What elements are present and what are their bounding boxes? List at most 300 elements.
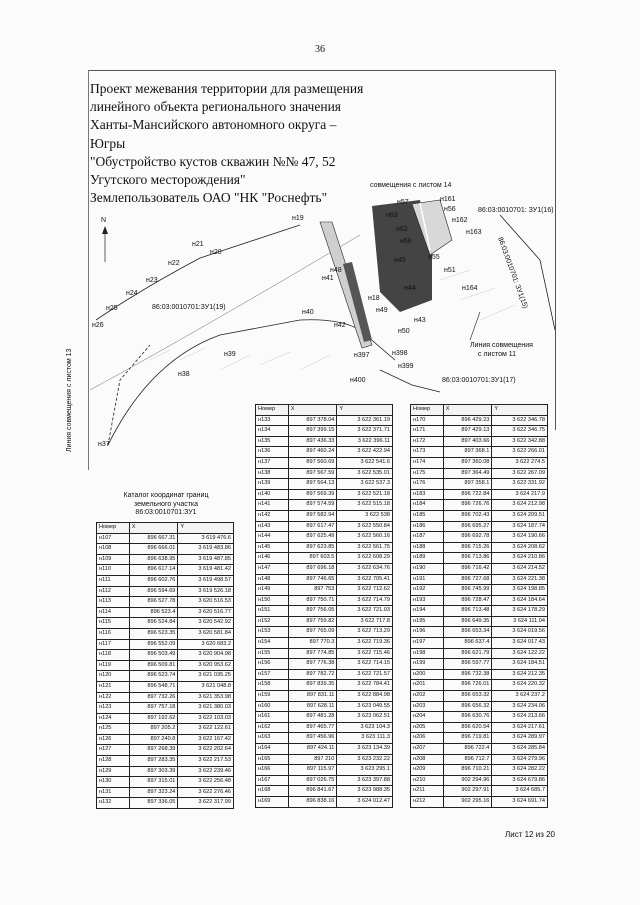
right-line-label: Линия совмещения bbox=[470, 342, 533, 349]
point-number-cell: н160 bbox=[256, 701, 289, 712]
table-row bbox=[411, 701, 548, 712]
table-row bbox=[411, 606, 548, 617]
table-row bbox=[411, 616, 548, 627]
table-row bbox=[256, 563, 393, 574]
point-number-cell: н148 bbox=[256, 574, 289, 585]
table-row bbox=[97, 618, 234, 629]
table-row bbox=[411, 786, 548, 797]
y-coordinate-cell: 3 622 331.92 bbox=[492, 479, 548, 490]
table-row bbox=[256, 754, 393, 765]
y-coordinate-cell: 3 622 719.36 bbox=[337, 638, 393, 649]
y-coordinate-cell: 3 622 274.5 bbox=[492, 457, 548, 468]
table-row bbox=[256, 426, 393, 437]
x-coordinate-cell: 896 653.34 bbox=[443, 627, 492, 638]
table-row bbox=[256, 606, 393, 617]
point-number-cell: н121 bbox=[97, 681, 130, 692]
point-number-cell: н140 bbox=[256, 489, 289, 500]
point-number-cell: н135 bbox=[256, 436, 289, 447]
table-row bbox=[97, 586, 234, 597]
table-row bbox=[97, 703, 234, 714]
y-coordinate-cell: 3 622 537.3 bbox=[337, 479, 393, 490]
top-line-label: совмещения с листом 14 bbox=[370, 182, 452, 189]
table-row bbox=[411, 722, 548, 733]
point-number-cell: н110 bbox=[97, 565, 130, 576]
point-n38: н38 bbox=[178, 371, 190, 378]
point-n48: н48 bbox=[330, 267, 342, 274]
point-number-cell: н154 bbox=[256, 638, 289, 649]
y-coordinate-cell: 3 624 217.9 bbox=[492, 489, 548, 500]
y-coordinate-cell: 3 619 476.6 bbox=[178, 533, 234, 544]
y-coordinate-cell: 3 622 714.79 bbox=[337, 595, 393, 606]
table-row bbox=[256, 680, 393, 691]
point-number-cell: н143 bbox=[256, 521, 289, 532]
x-coordinate-cell: 896 710.21 bbox=[443, 765, 492, 776]
y-coordinate-cell: 3 624 214.52 bbox=[492, 563, 548, 574]
x-coordinate-cell: 896 715.26 bbox=[443, 542, 492, 553]
point-number-cell: н196 bbox=[411, 627, 444, 638]
table-row bbox=[411, 585, 548, 596]
y-coordinate-cell: 3 619 481.42 bbox=[178, 565, 234, 576]
y-coordinate-cell: 3 624 012.47 bbox=[337, 796, 393, 807]
x-coordinate-cell: 897 436.33 bbox=[288, 436, 337, 447]
point-number-cell: н207 bbox=[411, 744, 444, 755]
point-number-cell: н189 bbox=[411, 553, 444, 564]
title-line: Проект межевания территории для размещения bbox=[90, 81, 364, 96]
point-n26: н26 bbox=[92, 322, 104, 329]
y-coordinate-cell: 3 622 361.19 bbox=[337, 415, 393, 426]
y-coordinate-cell: 3 624 237.2 bbox=[492, 691, 548, 702]
column-header: Y bbox=[337, 405, 393, 416]
point-number-cell: н199 bbox=[411, 659, 444, 670]
y-coordinate-cell: 3 621 035.25 bbox=[178, 671, 234, 682]
table-row bbox=[256, 691, 393, 702]
x-coordinate-cell: 897 323.24 bbox=[129, 787, 178, 798]
x-coordinate-cell: 896 637.4 bbox=[443, 638, 492, 649]
table-row bbox=[256, 447, 393, 458]
point-n51: н51 bbox=[444, 267, 456, 274]
x-coordinate-cell: 896 719.81 bbox=[443, 733, 492, 744]
x-coordinate-cell: 897 831.11 bbox=[288, 691, 337, 702]
x-coordinate-cell: 897 205.2 bbox=[129, 724, 178, 735]
point-number-cell: н170 bbox=[411, 415, 444, 426]
table-row bbox=[411, 500, 548, 511]
point-number-cell: н193 bbox=[411, 595, 444, 606]
y-coordinate-cell: 3 620 904.98 bbox=[178, 650, 234, 661]
terrain-hatching bbox=[150, 270, 515, 370]
x-coordinate-cell: 896 548.71 bbox=[129, 681, 178, 692]
x-coordinate-cell: 897 403.66 bbox=[443, 436, 492, 447]
y-coordinate-cell: 3 623 232.22 bbox=[337, 754, 393, 765]
table-row bbox=[411, 468, 548, 479]
x-coordinate-cell: 896 726.01 bbox=[443, 680, 492, 691]
y-coordinate-cell: 3 621 353.98 bbox=[178, 692, 234, 703]
x-coordinate-cell: 896 523.74 bbox=[129, 671, 178, 682]
y-coordinate-cell: 3 623 062.51 bbox=[337, 712, 393, 723]
point-n58: н58 bbox=[400, 238, 412, 245]
x-coordinate-cell: 897 240.8 bbox=[129, 734, 178, 745]
table-row bbox=[97, 544, 234, 555]
point-n39: н39 bbox=[224, 351, 236, 358]
point-number-cell: н122 bbox=[97, 692, 130, 703]
table-row bbox=[256, 532, 393, 543]
point-number-cell: н166 bbox=[256, 765, 289, 776]
point-number-cell: н161 bbox=[256, 712, 289, 723]
x-coordinate-cell: 896 630.76 bbox=[443, 712, 492, 723]
point-n40: н40 bbox=[302, 309, 314, 316]
x-coordinate-cell: 896 732.38 bbox=[443, 669, 492, 680]
x-coordinate-cell: 896 503.49 bbox=[129, 650, 178, 661]
y-coordinate-cell: 3 624 221.38 bbox=[492, 574, 548, 585]
point-number-cell: н117 bbox=[97, 639, 130, 650]
y-coordinate-cell: 3 621 048.8 bbox=[178, 681, 234, 692]
y-coordinate-cell: 3 622 422.94 bbox=[337, 447, 393, 458]
x-coordinate-cell: 896 716.42 bbox=[443, 563, 492, 574]
y-coordinate-cell: 3 622 103.03 bbox=[178, 713, 234, 724]
y-coordinate-cell: 3 624 198.85 bbox=[492, 585, 548, 596]
point-n23: н23 bbox=[146, 277, 158, 284]
y-coordinate-cell: 3 623 988.35 bbox=[337, 786, 393, 797]
point-number-cell: н136 bbox=[256, 447, 289, 458]
x-coordinate-cell: 897 192.62 bbox=[129, 713, 178, 724]
point-number-cell: н168 bbox=[256, 786, 289, 797]
table-row bbox=[97, 777, 234, 788]
y-coordinate-cell: 3 624 217.61 bbox=[492, 722, 548, 733]
point-number-cell: н128 bbox=[97, 756, 130, 767]
y-coordinate-cell: 3 623 397.88 bbox=[337, 775, 393, 786]
point-number-cell: н134 bbox=[256, 426, 289, 437]
x-coordinate-cell: 897 567.59 bbox=[288, 468, 337, 479]
y-coordinate-cell: 3 622 267.09 bbox=[492, 468, 548, 479]
x-coordinate-cell: 897 770.3 bbox=[288, 638, 337, 649]
table-row bbox=[256, 712, 393, 723]
x-coordinate-cell: 896 620.54 bbox=[443, 722, 492, 733]
table-row bbox=[411, 659, 548, 670]
y-coordinate-cell: 3 622 256.48 bbox=[178, 777, 234, 788]
x-coordinate-cell: 897 481.28 bbox=[288, 712, 337, 723]
table-row bbox=[256, 648, 393, 659]
table-row bbox=[97, 692, 234, 703]
table-row bbox=[256, 638, 393, 649]
point-number-cell: н171 bbox=[411, 426, 444, 437]
table-row bbox=[97, 798, 234, 809]
table-row bbox=[256, 659, 393, 670]
table-row bbox=[411, 796, 548, 807]
table-row bbox=[411, 447, 548, 458]
x-coordinate-cell: 897 358.1 bbox=[443, 479, 492, 490]
table-row bbox=[256, 574, 393, 585]
point-number-cell: н190 bbox=[411, 563, 444, 574]
y-coordinate-cell: 3 622 217.53 bbox=[178, 756, 234, 767]
point-number-cell: н107 bbox=[97, 533, 130, 544]
x-coordinate-cell: 896 726.76 bbox=[443, 500, 492, 511]
table-row bbox=[411, 457, 548, 468]
point-number-cell: н115 bbox=[97, 618, 130, 629]
x-coordinate-cell: 896 841.67 bbox=[288, 786, 337, 797]
x-coordinate-cell: 897 759.82 bbox=[288, 616, 337, 627]
point-number-cell: н167 bbox=[256, 775, 289, 786]
table-row bbox=[256, 775, 393, 786]
table-row bbox=[411, 744, 548, 755]
table-row bbox=[411, 436, 548, 447]
x-coordinate-cell: 896 667.31 bbox=[129, 533, 178, 544]
point-number-cell: н124 bbox=[97, 713, 130, 724]
point-n49: н49 bbox=[376, 307, 388, 314]
title-line: Ханты-Мансийского автономного округа – bbox=[90, 117, 337, 133]
point-number-cell: н174 bbox=[411, 457, 444, 468]
point-number-cell: н151 bbox=[256, 606, 289, 617]
x-coordinate-cell: 897 368.1 bbox=[443, 447, 492, 458]
parcel-label-right: 86:03:0010701: ЗУ1(15) bbox=[496, 236, 529, 310]
y-coordinate-cell: 3 624 679.86 bbox=[492, 775, 548, 786]
x-coordinate-cell: 897 424.11 bbox=[288, 744, 337, 755]
title-line: Землепользователь ОАО "НК "Роснефть" bbox=[90, 190, 328, 206]
title-line: Югры bbox=[90, 135, 126, 151]
north-arrow-icon bbox=[101, 217, 108, 262]
point-number-cell: н186 bbox=[411, 521, 444, 532]
x-coordinate-cell: 896 695.27 bbox=[443, 521, 492, 532]
point-n62: н62 bbox=[396, 226, 408, 233]
table-row bbox=[97, 565, 234, 576]
column-header: Номер bbox=[97, 523, 130, 534]
table-row bbox=[256, 436, 393, 447]
column-header: Y bbox=[492, 405, 548, 416]
point-number-cell: н113 bbox=[97, 597, 130, 608]
table-row bbox=[256, 786, 393, 797]
column-header: X bbox=[443, 405, 492, 416]
y-coordinate-cell: 3 622 122.61 bbox=[178, 724, 234, 735]
point-number-cell: н205 bbox=[411, 722, 444, 733]
x-coordinate-cell: 902 295.16 bbox=[443, 796, 492, 807]
point-n44: н44 bbox=[404, 285, 416, 292]
x-coordinate-cell: 902 294.96 bbox=[443, 775, 492, 786]
x-coordinate-cell: 896 509.81 bbox=[129, 660, 178, 671]
table-row bbox=[411, 638, 548, 649]
point-number-cell: н145 bbox=[256, 542, 289, 553]
point-n161: н161 bbox=[440, 196, 456, 203]
table-row bbox=[256, 468, 393, 479]
table-row bbox=[411, 680, 548, 691]
table-row bbox=[97, 597, 234, 608]
table-row bbox=[256, 595, 393, 606]
y-coordinate-cell: 3 624 019.56 bbox=[492, 627, 548, 638]
table-row bbox=[411, 510, 548, 521]
table-row bbox=[411, 415, 548, 426]
x-coordinate-cell: 897 623.85 bbox=[288, 542, 337, 553]
x-coordinate-cell: 897 460.24 bbox=[288, 447, 337, 458]
table-row bbox=[97, 650, 234, 661]
point-number-cell: н146 bbox=[256, 553, 289, 564]
point-number-cell: н187 bbox=[411, 532, 444, 543]
point-number-cell: н211 bbox=[411, 786, 444, 797]
point-number-cell: н212 bbox=[411, 796, 444, 807]
table-row bbox=[97, 533, 234, 544]
y-coordinate-cell: 3 622 202.64 bbox=[178, 745, 234, 756]
point-number-cell: н141 bbox=[256, 500, 289, 511]
coordinates-table-1 bbox=[96, 522, 234, 809]
x-coordinate-cell: 896 429.23 bbox=[443, 415, 492, 426]
table-row bbox=[411, 574, 548, 585]
point-n400: н400 bbox=[350, 377, 366, 384]
x-coordinate-cell: 896 728.47 bbox=[443, 595, 492, 606]
side-line-label: Линия совмещения с листом 13 bbox=[66, 348, 73, 452]
y-coordinate-cell: 3 624 210.86 bbox=[492, 553, 548, 564]
y-coordinate-cell: 3 622 721.57 bbox=[337, 669, 393, 680]
x-coordinate-cell: 897 732.26 bbox=[129, 692, 178, 703]
x-coordinate-cell: 897 582.94 bbox=[288, 510, 337, 521]
x-coordinate-cell: 897 839.35 bbox=[288, 680, 337, 691]
point-number-cell: н162 bbox=[256, 722, 289, 733]
x-coordinate-cell: 897 210 bbox=[288, 754, 337, 765]
y-coordinate-cell: 3 622 550.84 bbox=[337, 521, 393, 532]
y-coordinate-cell: 3 622 884.98 bbox=[337, 691, 393, 702]
coordinates-table-3 bbox=[410, 404, 548, 808]
y-coordinate-cell: 3 620 581.84 bbox=[178, 628, 234, 639]
y-coordinate-cell: 3 624 289.97 bbox=[492, 733, 548, 744]
y-coordinate-cell: 3 623 104.3 bbox=[337, 722, 393, 733]
point-number-cell: н197 bbox=[411, 638, 444, 649]
y-coordinate-cell: 3 624 209.51 bbox=[492, 510, 548, 521]
point-number-cell: н139 bbox=[256, 479, 289, 490]
point-number-cell: н198 bbox=[411, 648, 444, 659]
x-coordinate-cell: 897 399.15 bbox=[288, 426, 337, 437]
x-coordinate-cell: 896 523.4 bbox=[129, 607, 178, 618]
table-row bbox=[256, 457, 393, 468]
y-coordinate-cell: 3 622 317.99 bbox=[178, 798, 234, 809]
x-coordinate-cell: 896 702.43 bbox=[443, 510, 492, 521]
x-coordinate-cell: 896 722.4 bbox=[443, 744, 492, 755]
x-coordinate-cell: 896 712.7 bbox=[443, 754, 492, 765]
point-number-cell: н133 bbox=[256, 415, 289, 426]
point-number-cell: н176 bbox=[411, 479, 444, 490]
y-coordinate-cell: 3 624 178.29 bbox=[492, 606, 548, 617]
point-n45: н45 bbox=[394, 257, 406, 264]
point-number-cell: н126 bbox=[97, 734, 130, 745]
y-coordinate-cell: 3 622 515.18 bbox=[337, 500, 393, 511]
y-coordinate-cell: 3 620 516.53 bbox=[178, 597, 234, 608]
point-number-cell: н156 bbox=[256, 659, 289, 670]
point-number-cell: н125 bbox=[97, 724, 130, 735]
point-number-cell: н163 bbox=[256, 733, 289, 744]
column-header: X bbox=[288, 405, 337, 416]
x-coordinate-cell: 896 727.68 bbox=[443, 574, 492, 585]
title-line: линейного объекта регионального значения bbox=[90, 99, 342, 115]
title-line: Угутского месторождения" bbox=[90, 172, 246, 188]
point-number-cell: н188 bbox=[411, 542, 444, 553]
point-number-cell: н142 bbox=[256, 510, 289, 521]
point-number-cell: н191 bbox=[411, 574, 444, 585]
table-row bbox=[411, 542, 548, 553]
x-coordinate-cell: 897 782.72 bbox=[288, 669, 337, 680]
point-number-cell: н153 bbox=[256, 627, 289, 638]
table-row bbox=[97, 628, 234, 639]
point-n24: н24 bbox=[126, 290, 138, 297]
table-row bbox=[97, 724, 234, 735]
point-n163: н163 bbox=[466, 229, 482, 236]
point-number-cell: н111 bbox=[97, 575, 130, 586]
table-row bbox=[256, 744, 393, 755]
parcel-label-left: 86:03:0010701:ЗУ1(19) bbox=[152, 304, 226, 311]
point-number-cell: н208 bbox=[411, 754, 444, 765]
table-row bbox=[256, 722, 393, 733]
y-coordinate-cell: 3 620 953.62 bbox=[178, 660, 234, 671]
table-row bbox=[411, 648, 548, 659]
x-coordinate-cell: 897 757.18 bbox=[129, 703, 178, 714]
table-row bbox=[97, 575, 234, 586]
x-coordinate-cell: 897 303.39 bbox=[129, 766, 178, 777]
y-coordinate-cell: 3 621 380.03 bbox=[178, 703, 234, 714]
x-coordinate-cell: 897 456.96 bbox=[288, 733, 337, 744]
catalog-title-line: земельного участка bbox=[133, 500, 199, 508]
table-header-row bbox=[411, 405, 548, 416]
x-coordinate-cell: 897 564.13 bbox=[288, 479, 337, 490]
point-number-cell: н158 bbox=[256, 680, 289, 691]
x-coordinate-cell: 896 621.79 bbox=[443, 648, 492, 659]
point-n50: н50 bbox=[398, 328, 410, 335]
x-coordinate-cell: 897 283.35 bbox=[129, 756, 178, 767]
x-coordinate-cell: 896 638.95 bbox=[129, 554, 178, 565]
point-number-cell: н120 bbox=[97, 671, 130, 682]
point-number-cell: н138 bbox=[256, 468, 289, 479]
point-number-cell: н131 bbox=[97, 787, 130, 798]
y-coordinate-cell: 3 624 285.84 bbox=[492, 744, 548, 755]
table-header-row bbox=[97, 523, 234, 534]
x-coordinate-cell: 896 713.48 bbox=[443, 606, 492, 617]
table-row bbox=[411, 775, 548, 786]
point-number-cell: н201 bbox=[411, 680, 444, 691]
point-number-cell: н129 bbox=[97, 766, 130, 777]
point-number-cell: н184 bbox=[411, 500, 444, 511]
table-row bbox=[411, 563, 548, 574]
x-coordinate-cell: 896 692.78 bbox=[443, 532, 492, 543]
point-number-cell: н183 bbox=[411, 489, 444, 500]
table-row bbox=[256, 627, 393, 638]
y-coordinate-cell: 3 623 295.1 bbox=[337, 765, 393, 776]
y-coordinate-cell: 3 622 538 bbox=[337, 510, 393, 521]
table-row bbox=[411, 627, 548, 638]
table-row bbox=[411, 532, 548, 543]
table-row bbox=[97, 734, 234, 745]
table-row bbox=[411, 754, 548, 765]
table-row bbox=[411, 521, 548, 532]
table-row bbox=[97, 745, 234, 756]
y-coordinate-cell: 3 624 279.96 bbox=[492, 754, 548, 765]
point-number-cell: н164 bbox=[256, 744, 289, 755]
column-header: Номер bbox=[411, 405, 444, 416]
x-coordinate-cell: 897 560.69 bbox=[288, 457, 337, 468]
y-coordinate-cell: 3 622 560.16 bbox=[337, 532, 393, 543]
point-n42: н42 bbox=[334, 322, 346, 329]
point-n398: н398 bbox=[392, 350, 408, 357]
point-number-cell: н118 bbox=[97, 650, 130, 661]
table-row bbox=[97, 660, 234, 671]
point-number-cell: н206 bbox=[411, 733, 444, 744]
point-n399: н399 bbox=[398, 363, 414, 370]
y-coordinate-cell: 3 619 498.57 bbox=[178, 575, 234, 586]
y-coordinate-cell: 3 624 184.64 bbox=[492, 595, 548, 606]
y-coordinate-cell: 3 619 526.18 bbox=[178, 586, 234, 597]
y-coordinate-cell: 3 622 266.01 bbox=[492, 447, 548, 458]
point-number-cell: н149 bbox=[256, 585, 289, 596]
y-coordinate-cell: 3 623 111.3 bbox=[337, 733, 393, 744]
y-coordinate-cell: 3 622 608.29 bbox=[337, 553, 393, 564]
table-row bbox=[256, 585, 393, 596]
x-coordinate-cell: 897 026.75 bbox=[288, 775, 337, 786]
y-coordinate-cell: 3 620 542.92 bbox=[178, 618, 234, 629]
point-number-cell: н127 bbox=[97, 745, 130, 756]
point-number-cell: н192 bbox=[411, 585, 444, 596]
point-n397: н397 bbox=[354, 352, 370, 359]
point-n56: н56 bbox=[444, 206, 456, 213]
